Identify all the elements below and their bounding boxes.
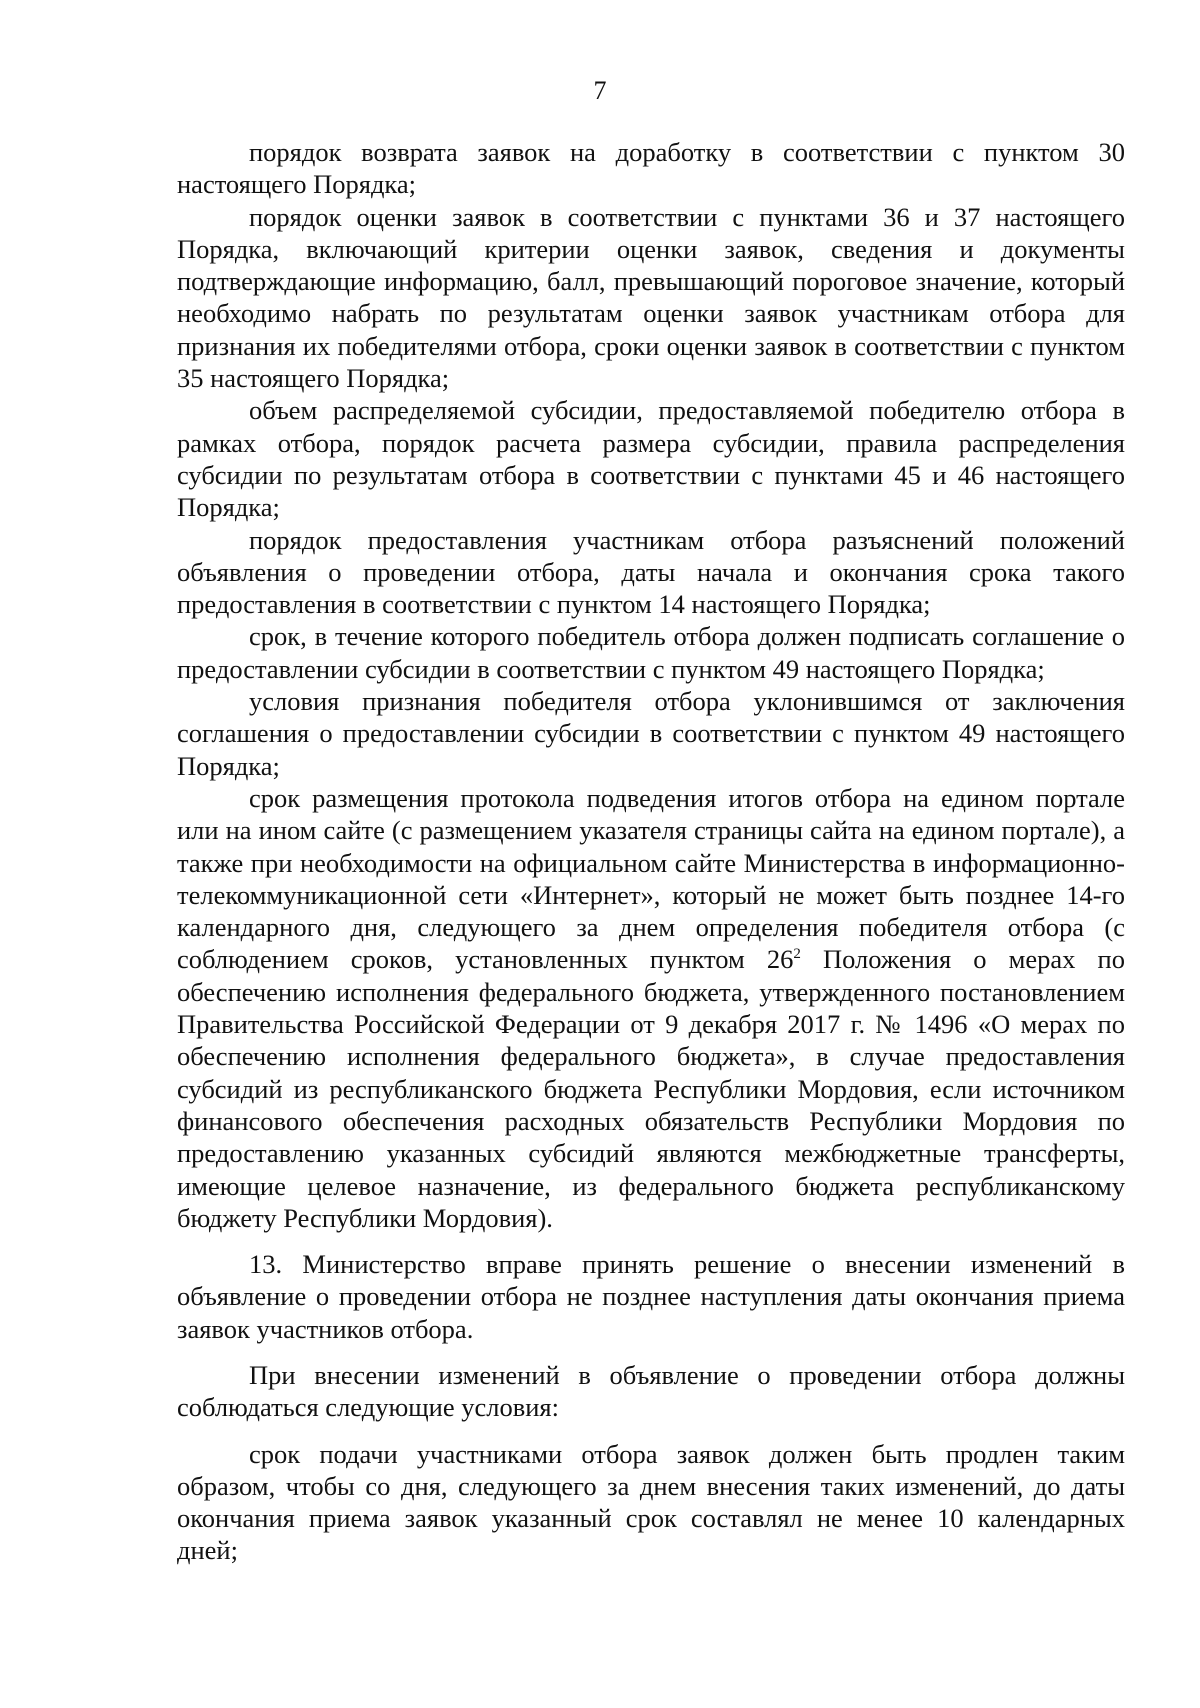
paragraph-return-procedure: порядок возврата заявок на доработку в соответствии с пунктом 30 настоящего Порядка; <box>177 137 1125 200</box>
paragraph-subsidy-volume: объем распределяемой субсидии, предоставляемой победителю отбора в рамках отбора, порядок расчета размера субсидии, правила распределения субсидии по результатам отбора в соответствии с пунктами 45 и 46 настоящего Порядка; <box>177 395 1125 523</box>
paragraph-evasion-conditions: условия признания победителя отбора уклонившимся от заключения соглашения о предоставлении субсидии в соответствии с пунктом 49 настоящего Порядка; <box>177 686 1125 781</box>
paragraph-deadline-extension: срок подачи участниками отбора заявок должен быть продлен таким образом, чтобы со дня, следующего за днем внесения таких изменений, до даты окончания приема заявок указанный срок составлял не менее 10 календарных дней; <box>177 1438 1125 1566</box>
page-number: 7 <box>593 76 607 105</box>
superscript-2: 2 <box>793 946 801 963</box>
paragraph-evaluation-procedure: порядок оценки заявок в соответствии с пунктами 36 и 37 настоящего Порядка, включающий критерии оценки заявок, сведения и документы подтверждающие информацию, балл, превышающий пороговое значение, который необходимо набрать по результатам оценки заявок участникам отбора для признания их победителями отбора, сроки оценки заявок в соответствии с пунктом 35 настоящего Порядка; <box>177 201 1125 394</box>
paragraph-item-13: 13. Министерство вправе принять решение о внесении изменений в объявление о проведении отбора не позднее наступления даты окончания приема заявок участников отбора. <box>177 1249 1125 1344</box>
paragraph-signing-deadline: срок, в течение которого победитель отбора должен подписать соглашение о предоставлении субсидии в соответствии с пунктом 49 настоящего Порядка; <box>177 621 1125 684</box>
paragraph-clarifications: порядок предоставления участникам отбора разъяснений положений объявления о проведении отбора, даты начала и окончания срока такого предоставления в соответствии с пунктом 14 настоящего Порядка; <box>177 524 1125 620</box>
document-body <box>177 136 1125 1567</box>
paragraph-change-conditions: При внесении изменений в объявление о проведении отбора должны соблюдаться следующие условия: <box>177 1359 1125 1423</box>
paragraph-protocol-publication <box>177 782 1125 1234</box>
protocol-text-part-2: Положения о мерах по обеспечению исполнения федерального бюджета, утвержденного постановлением Правительства Российской Федерации от 9 декабря 2017 г. № 1496 «О мерах по обеспечению исполнения федерального бюджета», в случае предоставления субсидий из республиканского бюджета Республики Мордовия, если источником финансового обеспечения расходных обязательств Республики Мордовия по предоставлению указанных субсидий являются межбюджетные трансферты, имеющие целевое назначение, из федерального бюджета республиканскому бюджету Республики Мордовия). <box>177 944 1125 1233</box>
protocol-text-part-1: срок размещения протокола подведения итогов отбора на едином портале или на ином сайте (с размещением указателя страницы сайта на едином портале), а также при необходимости на официальном сайте Министерства в информационно-телекоммуникационной сети «Интернет», который не может быть позднее 14-го календарного дня, следующего за днем определения победителя отбора (с соблюдением сроков, установленных пунктом 26 <box>177 782 1125 975</box>
